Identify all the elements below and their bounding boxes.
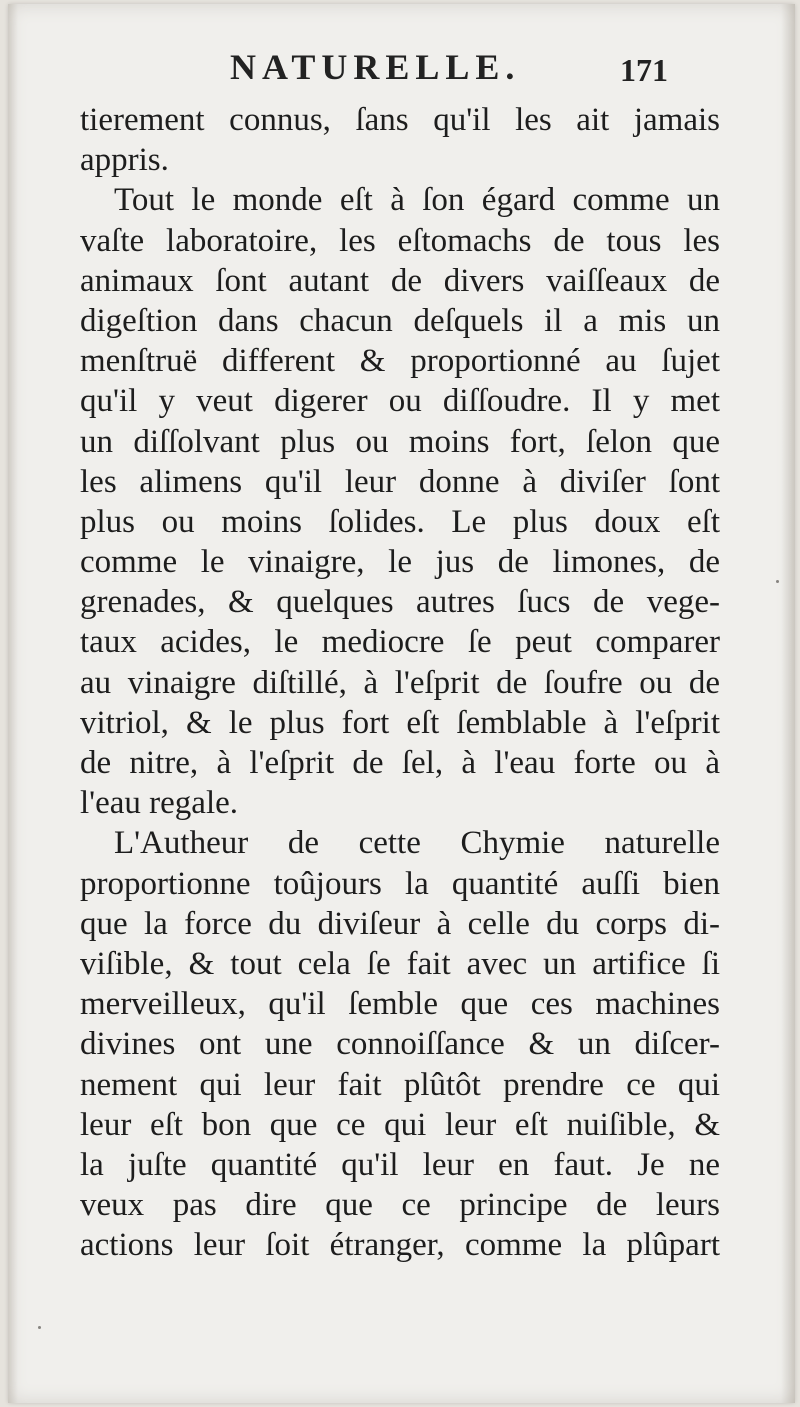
text-line: appris. [80,142,169,179]
text-line: au vinaigre diſtillé, à l'eſprit de ſoufre ou de [80,664,720,701]
text-line: grenades, & quelques autres ſucs de vege- [80,584,720,621]
text-line: la juſte quantité qu'il leur en faut. Je ne [80,1146,720,1183]
text-line: que la force du diviſeur à celle du corps di- [80,905,720,942]
text-line: animaux ſont autant de divers vaiſſeaux de [80,262,720,299]
text-line: actions leur ſoit étranger, comme la plûpart [80,1227,720,1264]
running-title: NATURELLE. [230,47,521,87]
text-line: de nitre, à l'eſprit de ſel, à l'eau forte ou à [80,745,720,781]
text-line: plus ou moins ſolides. Le plus doux eſt [80,503,720,540]
book-page [8,4,795,1403]
text-line: l'eau regale. [80,785,239,822]
text-line: veux pas dire que ce principe de leurs [80,1187,720,1224]
text-line: leur eſt bon que ce qui leur eſt nuiſible, & [80,1106,720,1143]
text-line: un diſſolvant plus ou moins fort, ſelon que [80,423,720,460]
page-header [8,46,795,98]
text-line: viſible, & tout cela ſe fait avec un artifice ſi [80,945,720,982]
text-line: merveilleux, qu'il ſemble que ces machines [80,986,720,1023]
text-line: divines ont une connoiſſance & un diſcer- [80,1026,720,1063]
page-number: 171 [620,52,668,88]
body-text [80,100,720,1265]
text-line: digeſtion dans chacun deſquels il a mis un [80,302,720,339]
text-line: taux acides, le mediocre ſe peut comparer [80,624,720,661]
text-line: vaſte laboratoire, les eſtomachs de tous les [80,222,720,259]
text-line: les alimens qu'il leur donne à diviſer ſont [80,463,720,500]
page-shadow-right [781,4,795,1403]
ink-speck [776,580,779,583]
text-line: vitriol, & le plus fort eſt ſemblable à l'eſprit [80,704,720,741]
text-line: L'Autheur de cette Chymie naturelle [114,825,720,862]
text-line: menſtruë different & proportionné au ſujet [80,343,720,380]
text-line: nement qui leur fait plûtôt prendre ce qui [80,1066,720,1103]
text-line: Tout le monde eſt à ſon égard comme un [114,182,720,219]
text-line: proportionne toûjours la quantité auſſi bien [80,865,720,902]
text-line: qu'il y veut digerer ou diſſoudre. Il y met [80,383,720,420]
text-line: tierement connus, ſans qu'il les ait jamais [80,102,720,138]
text-line: comme le vinaigre, le jus de limones, de [80,544,720,581]
ink-speck [38,1326,41,1329]
page-shadow-left [8,4,18,1403]
